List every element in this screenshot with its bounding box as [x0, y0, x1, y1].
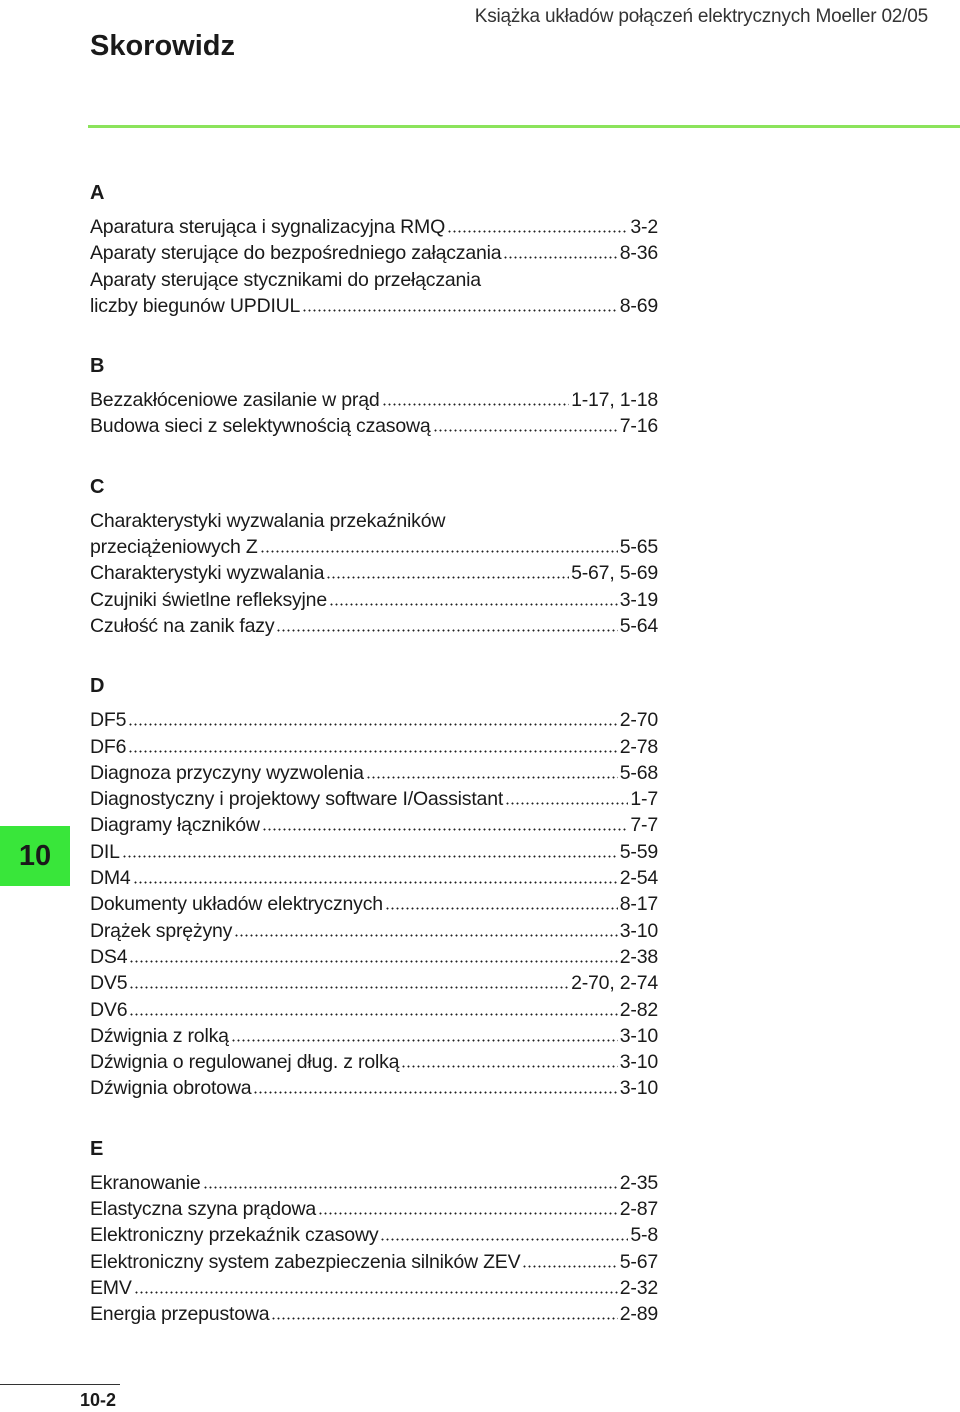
- index-entry-term: Charakterystyki wyzwalania: [90, 562, 325, 585]
- index-entry-term: Budowa sieci z selektywnością czasową: [90, 415, 431, 438]
- index-entry: [90, 1222, 658, 1248]
- index-entry-page: 2-54: [619, 867, 658, 890]
- dot-leader: [262, 813, 629, 831]
- index-entry-page: 8-36: [619, 242, 658, 265]
- dot-leader: [234, 919, 618, 937]
- index-letter-heading: C: [90, 475, 105, 498]
- index-letter-heading: D: [90, 675, 105, 698]
- index-entry: [90, 970, 658, 996]
- index-letter-heading: A: [90, 181, 105, 204]
- index-entry: [90, 267, 658, 293]
- index-entry: [90, 387, 658, 413]
- index-entry-page: 2-32: [619, 1276, 658, 1299]
- index-entry-term: Czułość na zanik fazy: [90, 614, 275, 637]
- index-entry: [90, 534, 658, 560]
- index-entry-page: 5-64: [619, 614, 658, 637]
- index-entry-page: 8-69: [619, 294, 658, 317]
- index-entry-page: 5-59: [619, 840, 658, 863]
- index-entry: [90, 734, 658, 760]
- index-entry-term: EMV: [90, 1276, 132, 1299]
- index-entry-page: 2-35: [619, 1171, 658, 1194]
- document-title: Książka układów połączeń elektrycznych Moeller 02/05: [474, 6, 928, 27]
- dot-leader: [128, 708, 618, 726]
- index-entry-term: DF6: [90, 735, 127, 758]
- index-letter-heading: B: [90, 355, 105, 378]
- index-entry: [90, 707, 658, 733]
- index-entry-term: DF5: [90, 709, 127, 732]
- index-entry-page: 3-10: [619, 1051, 658, 1074]
- index-entry: [90, 1196, 658, 1222]
- dot-leader: [122, 840, 618, 858]
- index-entry-page: 3-2: [630, 216, 658, 238]
- index-entry-page: 5-65: [619, 536, 658, 559]
- dot-leader: [203, 1171, 618, 1189]
- dot-leader: [129, 945, 617, 963]
- dot-leader: [326, 561, 569, 579]
- index-entry: [90, 240, 658, 266]
- dot-leader: [253, 1076, 617, 1094]
- dot-leader: [133, 866, 618, 884]
- dot-leader: [260, 535, 618, 553]
- index-entry-term: Dźwignia o regulowanej dług. z rolką: [90, 1051, 400, 1074]
- index-entry-page: 3-10: [619, 919, 658, 942]
- index-entry: [90, 1275, 658, 1301]
- index-entry: [90, 997, 658, 1023]
- index-entry-page: 2-82: [619, 998, 658, 1021]
- index-entry: [90, 865, 658, 891]
- index-entry-page: 5-67, 5-69: [571, 562, 658, 585]
- index-entry-term: DV5: [90, 972, 128, 995]
- chapter-number: 10: [18, 839, 52, 872]
- index-entry: [90, 1301, 658, 1327]
- index-entry-page: 7-7: [630, 814, 658, 837]
- dot-leader: [433, 414, 618, 432]
- index-entry-term: Diagnostyczny i projektowy software I/Oassistant: [90, 788, 504, 811]
- index-group: [90, 665, 658, 1101]
- index-entry-term: Czujniki świetlne refleksyjne: [90, 588, 327, 611]
- index-entry: [90, 293, 658, 319]
- dot-leader: [129, 998, 617, 1016]
- index-letter-heading: E: [90, 1137, 104, 1160]
- index-entry-term: Elastyczna szyna prądowa: [90, 1198, 317, 1221]
- index-entry: [90, 839, 658, 865]
- index-list: [90, 172, 658, 1354]
- dot-leader: [318, 1197, 618, 1215]
- index-entry-term: Diagramy łączników: [90, 814, 260, 837]
- index-entry-page: 2-38: [619, 945, 658, 968]
- index-entry-term: Drążek sprężyny: [90, 919, 233, 942]
- index-entry-page: 3-10: [619, 1024, 658, 1047]
- index-entry-term: Dźwignia z rolką: [90, 1024, 229, 1047]
- index-entry-term: DS4: [90, 945, 128, 968]
- index-entry-term: Elektroniczny system zabezpieczenia silników ZEV: [90, 1250, 521, 1273]
- index-entry-term: przeciążeniowych Z: [90, 536, 258, 559]
- index-entry-page: 2-87: [619, 1198, 658, 1221]
- index-entry-page: 5-8: [630, 1224, 658, 1247]
- dot-leader: [231, 1024, 618, 1042]
- index-entry: [90, 613, 658, 639]
- index-entry: [90, 1075, 658, 1101]
- index-entry: [90, 786, 658, 812]
- chapter-tab: [0, 826, 70, 886]
- index-entry-term: liczby biegunów UPDIUL: [90, 294, 301, 317]
- index-entry-term: DV6: [90, 998, 128, 1021]
- index-entry-page: 3-10: [619, 1077, 658, 1100]
- dot-leader: [134, 1276, 618, 1294]
- dot-leader: [128, 735, 618, 753]
- page-number: 10-2: [80, 1390, 117, 1410]
- dot-leader: [366, 761, 618, 779]
- dot-leader: [522, 1250, 617, 1268]
- index-entry-page: 2-89: [619, 1303, 658, 1326]
- index-entry-term: Aparaty sterujące do bezpośredniego załączania: [90, 242, 502, 265]
- index-entry-page: 1-17, 1-18: [571, 389, 658, 412]
- index-entry-term: Energia przepustowa: [90, 1303, 270, 1326]
- index-entry: [90, 1170, 658, 1196]
- index-entry-term: Charakterystyki wyzwalania przekaźników: [90, 509, 446, 532]
- index-entry-page: 2-78: [619, 735, 658, 758]
- index-entry-page: 2-70, 2-74: [571, 972, 658, 995]
- index-entry-term: Diagnoza przyczyny wyzwolenia: [90, 761, 364, 784]
- dot-leader: [503, 241, 617, 259]
- index-entry: [90, 944, 658, 970]
- index-entry: [90, 560, 658, 586]
- dot-leader: [380, 1223, 628, 1241]
- dot-leader: [385, 892, 618, 910]
- index-group: [90, 1128, 658, 1328]
- index-entry: [90, 587, 658, 613]
- index-entry-page: 5-68: [619, 761, 658, 784]
- index-entry: [90, 891, 658, 917]
- index-entry: [90, 918, 658, 944]
- index-entry-page: 2-70: [619, 709, 658, 732]
- index-entry-page: 1-7: [630, 788, 658, 811]
- index-entry-page: 7-16: [619, 415, 658, 438]
- index-entry-term: Aparatura sterująca i sygnalizacyjna RMQ: [90, 216, 446, 238]
- footer-divider: [0, 1384, 120, 1385]
- index-entry-page: 3-19: [619, 588, 658, 611]
- index-entry-term: DIL: [90, 840, 120, 863]
- index-group: [90, 345, 658, 440]
- index-entry: [90, 760, 658, 786]
- index-entry: [90, 508, 658, 534]
- index-entry-page: 8-17: [619, 893, 658, 916]
- index-entry-term: Elektroniczny przekaźnik czasowy: [90, 1224, 379, 1247]
- index-entry: [90, 1249, 658, 1275]
- index-entry-term: Aparaty sterujące stycznikami do przełączania: [90, 268, 481, 291]
- index-entry: [90, 812, 658, 838]
- index-entry: [90, 1049, 658, 1075]
- index-entry: [90, 214, 658, 240]
- dot-leader: [302, 294, 618, 312]
- index-group: [90, 172, 658, 319]
- index-entry-term: DM4: [90, 867, 131, 890]
- dot-leader: [447, 215, 628, 233]
- dot-leader: [271, 1302, 617, 1320]
- dot-leader: [505, 787, 628, 805]
- index-entry: [90, 1023, 658, 1049]
- dot-leader: [401, 1050, 617, 1068]
- index-entry-term: Dokumenty układów elektrycznych: [90, 893, 383, 916]
- dot-leader: [382, 388, 570, 406]
- dot-leader: [129, 971, 569, 989]
- dot-leader: [329, 588, 618, 606]
- index-group: [90, 466, 658, 639]
- index-entry-term: Ekranowanie: [90, 1171, 201, 1194]
- index-entry-page: 5-67: [619, 1250, 658, 1273]
- page-title: Skorowidz: [90, 30, 236, 62]
- index-entry: [90, 413, 658, 439]
- index-entry-term: Dźwignia obrotowa: [90, 1077, 252, 1100]
- index-entry-term: Bezzakłóceniowe zasilanie w prąd: [90, 389, 380, 412]
- dot-leader: [276, 614, 617, 632]
- header-divider: [88, 125, 960, 128]
